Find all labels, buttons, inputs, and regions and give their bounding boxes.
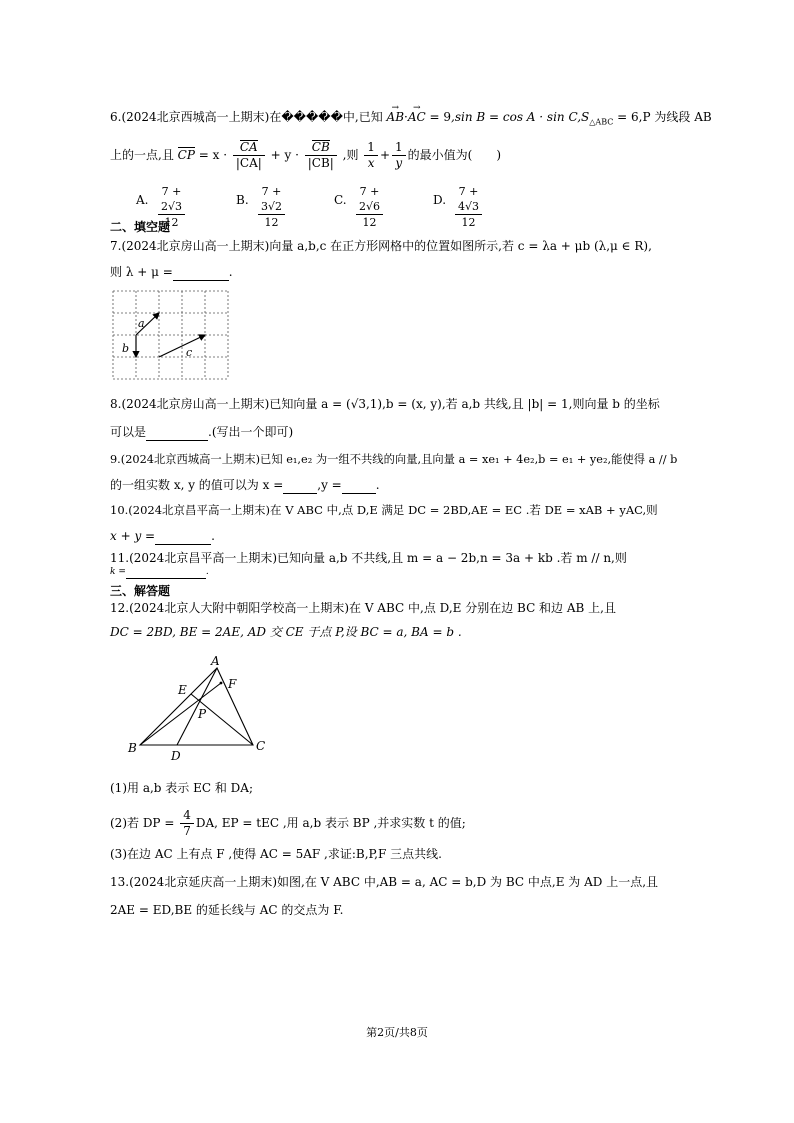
q12-part1: (1)用 a,b 表示 EC 和 DA;: [110, 781, 253, 795]
q11-line1: 11.(2024北京昌平高一上期末)已知向量 a,b 不共线,且 m = a − 2b,n = 3a + kb .若 m // n,则: [110, 551, 627, 565]
section-fill-in: 二、填空题: [110, 220, 171, 234]
label-e: E: [178, 683, 187, 697]
label-b: B: [128, 741, 137, 755]
q12-line2: DC = 2BD, BE = 2AE, AD 交 CE 于点 P,设 BC = a, BA = b .: [110, 625, 462, 639]
vector-c-label: c: [186, 346, 193, 359]
q6-frac-1x: $\frac{1}{x}$: [364, 140, 378, 171]
q7-line2: 则 λ + μ = .: [110, 265, 233, 279]
q6-line2: 上的一点,且 CP = x · $\frac{CA}{|CA|}$ + y · $\frac{CB}{|CB|}$ ,则 $\frac{1}{x}$ + $\frac{1}{y}$ 的最小值为( ): [110, 140, 502, 170]
q9-y-blank[interactable]: [342, 477, 376, 494]
q12-part3: (3)在边 AC 上有点 F ,使得 AC = 5AF ,求证:B,P,F 三点共线.: [110, 847, 442, 861]
label-f: F: [228, 677, 237, 691]
point-f-dot: [220, 682, 223, 685]
q8-line2: 可以是 .(写出一个即可): [110, 425, 294, 439]
q13-line2: 2AE = ED,BE 的延长线与 AC 的交点为 F.: [110, 903, 344, 917]
section-answer: 三、解答题: [110, 584, 171, 598]
q10-line1: 10.(2024北京昌平高一上期末)在 V ABC 中,点 D,E 满足 DC = 2BD,AE = EC .若 DE = xAB + yAC,则: [110, 503, 658, 517]
q12-triangle-figure: [120, 650, 270, 765]
q9-line1: 9.(2024北京西城高一上期末)已知 e₁,e₂ 为一组不共线的向量,且向量 a = xe₁ + 4e₂,b = e₁ + ye₂,能使得 a // b: [110, 453, 678, 466]
q6-frac-1y: $\frac{1}{y}$: [392, 140, 406, 171]
vector-a-label: a: [138, 317, 145, 330]
q10-answer-blank[interactable]: [155, 528, 211, 545]
q8-line1: 8.(2024北京房山高一上期末)已知向量 a = (√3,1),b = (x, y),若 a,b 共线,且 |b| = 1,则向量 b 的坐标: [110, 397, 660, 411]
q13-line1: 13.(2024北京延庆高一上期末)如图,在 V ABC 中,AB = a, AC = b,D 为 BC 中点,E 为 AD 上一点,且: [110, 875, 659, 889]
vector-c-arrow: [159, 335, 205, 357]
segment-ad: [177, 668, 217, 745]
q11-line2: k = .: [110, 567, 209, 577]
label-p: P: [198, 707, 207, 721]
q7-line1: 7.(2024北京房山高一上期末)向量 a,b,c 在正方形网格中的位置如图所示,若 c = λa + μb (λ,μ ∈ R),: [110, 239, 652, 253]
q6-number: 6.: [110, 110, 122, 124]
label-d: D: [171, 749, 181, 763]
q8-answer-blank[interactable]: [146, 424, 208, 441]
q6-frac-ca: $\frac{CA}{|CA|}$: [233, 140, 265, 171]
q6-source: (2024北京西城高一上期末): [121, 110, 270, 124]
q7-answer-blank[interactable]: [173, 264, 229, 281]
label-a: A: [211, 654, 220, 668]
q9-line2: 的一组实数 x, y 的值可以为 x = ,y = .: [110, 478, 380, 492]
q10-line2: x + y = .: [110, 529, 215, 543]
q12-part2: (2)若 DP = $\frac{4}{7}$ DA, EP = tEC ,用 a,b 表示 BP ,并求实数 t 的值;: [110, 808, 466, 838]
vector-b-label: b: [122, 342, 130, 355]
label-c: C: [256, 739, 266, 753]
page-footer: 第2页/共8页: [366, 1026, 428, 1039]
q6-line1: 6.(2024北京西城高一上期末)在�����中,已知 → AB·→ AC = 9,sin $B = \cos A \cdot \sin C,S_{\triangle ABC} = 6,P$ 为线段 AB: [110, 109, 712, 130]
q11-answer-blank[interactable]: [126, 566, 206, 579]
q9-x-blank[interactable]: [283, 477, 317, 494]
q6-frac-cb: $\frac{CB}{|CB|}$: [305, 140, 337, 171]
q12-line1: 12.(2024北京人大附中朝阳学校高一上期末)在 V ABC 中,点 D,E 分别在边 BC 和边 AB 上,且: [110, 601, 616, 615]
q7-grid-figure: [112, 290, 232, 382]
